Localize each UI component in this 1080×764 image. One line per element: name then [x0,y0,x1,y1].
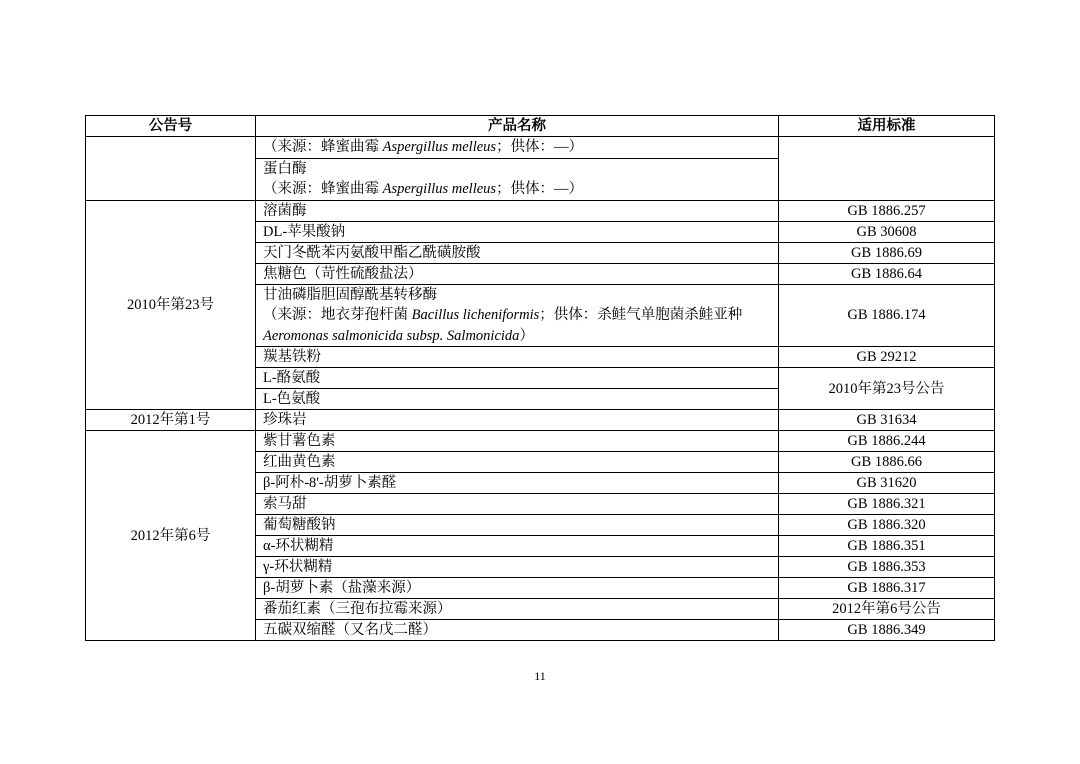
product-cell: 五碳双缩醛（又名戊二醛） [256,620,779,641]
scientific-name: Aspergillus melleus [382,181,497,197]
product-cell: 羰基铁粉 [256,347,779,368]
announcement-cell: 2010年第23号 [86,200,256,410]
standard-cell: GB 1886.64 [779,263,995,284]
product-cell: 天门冬酰苯丙氨酸甲酯乙酰磺胺酸 [256,242,779,263]
product-cell [256,284,779,347]
standard-cell: GB 29212 [779,347,995,368]
product-name: 甘油磷脂胆固醇酰基转移酶 [263,286,437,303]
product-cell: 红曲黄色素 [256,452,779,473]
product-cell: 焦糖色（苛性硫酸盐法） [256,263,779,284]
text-segment: （来源：地衣芽孢杆菌 [263,307,412,323]
product-cell: 珍珠岩 [256,410,779,431]
standard-cell: GB 1886.317 [779,578,995,599]
product-cell: β-胡萝卜素（盐藻来源） [256,578,779,599]
product-cell: 番茄红素（三孢布拉霉来源） [256,599,779,620]
product-cell: β-阿朴-8'-胡萝卜素醛 [256,473,779,494]
product-cell: α-环状糊精 [256,536,779,557]
text-segment: ；供体：—） [496,181,584,197]
scientific-name: Aeromonas salmonicida subsp. Salmonicida [263,327,520,344]
additive-table [85,115,995,641]
text-segment: ） [519,327,534,344]
header-announcement: 公告号 [86,116,256,137]
product-cell: L-酪氨酸 [256,368,779,389]
table-row [86,410,995,431]
product-cell: DL-苹果酸钠 [256,221,779,242]
product-cell: L-色氨酸 [256,389,779,410]
source-line [263,179,778,200]
standard-cell-empty [779,137,995,201]
announcement-cell: 2012年第6号 [86,431,256,641]
product-cell: 索马甜 [256,494,779,515]
standard-cell: GB 1886.349 [779,620,995,641]
text-segment: ；供体：—） [496,139,584,155]
scientific-name: Aspergillus melleus [382,139,497,155]
text-segment: （来源：蜂蜜曲霉 [263,181,383,197]
source-line [263,305,778,326]
text-segment: ；供体：杀鲑气单胞菌杀鲑亚种 [539,307,743,323]
standard-cell: GB 1886.257 [779,200,995,221]
source-line [263,326,778,347]
product-cell: 溶菌酶 [256,200,779,221]
standard-cell: GB 1886.353 [779,557,995,578]
text-segment: （来源：蜂蜜曲霉 [263,139,383,155]
product-cell [256,137,779,159]
table-header-row [86,116,995,137]
product-name: 蛋白酶 [263,160,307,177]
table-row [86,137,995,159]
announcement-cell: 2012年第1号 [86,410,256,431]
product-cell [256,158,779,200]
table-row [86,431,995,452]
standard-cell: GB 31620 [779,473,995,494]
standard-cell: 2010年第23号公告 [779,368,995,410]
standard-cell: GB 1886.174 [779,284,995,347]
source-line [263,137,778,158]
standard-cell: GB 1886.320 [779,515,995,536]
announcement-cell-empty [86,137,256,201]
standard-cell: GB 30608 [779,221,995,242]
product-cell: 葡萄糖酸钠 [256,515,779,536]
header-standard: 适用标准 [779,116,995,137]
page-number: 11 [534,669,546,683]
standard-cell: GB 1886.321 [779,494,995,515]
standard-cell: GB 1886.66 [779,452,995,473]
standard-cell: GB 1886.244 [779,431,995,452]
standard-cell: GB 1886.351 [779,536,995,557]
header-product: 产品名称 [256,116,779,137]
product-cell: 紫甘薯色素 [256,431,779,452]
standard-cell: 2012年第6号公告 [779,599,995,620]
scientific-name: Bacillus licheniformis [411,307,540,323]
standard-cell: GB 1886.69 [779,242,995,263]
table-row [86,200,995,221]
product-cell: γ-环状糊精 [256,557,779,578]
standard-cell: GB 31634 [779,410,995,431]
